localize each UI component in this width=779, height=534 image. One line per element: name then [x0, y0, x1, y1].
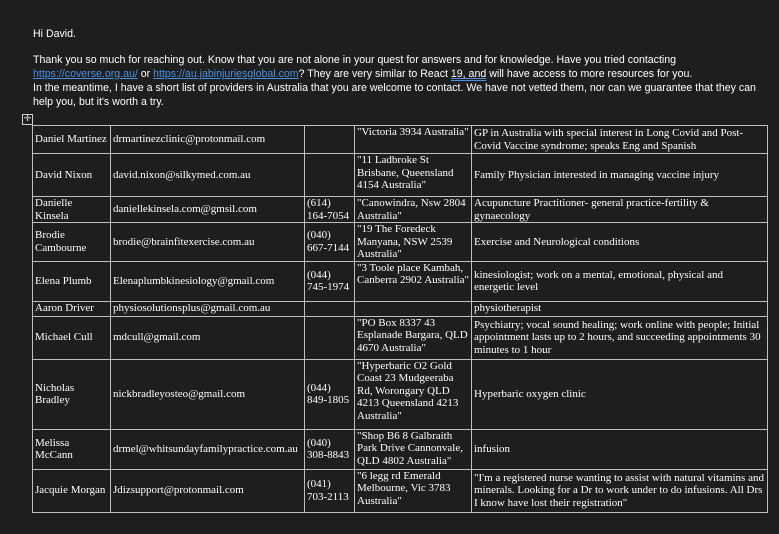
provider-phone — [305, 154, 355, 197]
provider-phone: (614) 164-7054 — [305, 197, 355, 223]
provider-email: drmartinezclinic@protonmail.com — [111, 126, 305, 154]
provider-name: Elena Plumb — [33, 261, 111, 301]
table-row — [33, 126, 768, 154]
provider-name: Nicholas Bradley — [33, 359, 111, 429]
provider-phone — [305, 126, 355, 154]
table-row — [33, 197, 768, 223]
move-icon[interactable]: ✛ — [23, 114, 32, 124]
provider-email: drmel@whitsundayfamilypractice.com.au — [111, 429, 305, 469]
paragraph-2: In the meantime, I have a short list of providers in Australia that you are welcome to contact. We have not vetted them, nor can we guarantee that they can help you, but it's worth a try. — [33, 82, 756, 108]
provider-name: David Nixon — [33, 154, 111, 197]
table-row — [33, 429, 768, 469]
provider-email: nickbradleyosteo@gmail.com — [111, 359, 305, 429]
provider-name: Danielle Kinsela — [33, 197, 111, 223]
provider-notes: Acupuncture Practitioner- general practice-fertility & gynaecology — [472, 197, 768, 223]
table-row — [33, 316, 768, 359]
provider-phone — [305, 301, 355, 316]
email-body — [33, 27, 768, 109]
table-row — [33, 223, 768, 262]
paragraph-1-text-b: will have access to more resources for you. — [486, 68, 693, 80]
provider-address — [355, 301, 472, 316]
provider-email: daniellekinsela.com@gmsil.com — [111, 197, 305, 223]
provider-address: "Canowindra, Nsw 2804 Australia" — [355, 197, 472, 223]
provider-email: Jdizsupport@protonmail.com — [111, 469, 305, 512]
provider-notes: infusion — [472, 429, 768, 469]
provider-phone: (041) 703-2113 — [305, 469, 355, 512]
provider-phone: (044) 849-1805 — [305, 359, 355, 429]
coverse-link[interactable]: https://coverse.org.au/ — [33, 68, 138, 80]
provider-address: "6 legg rd Emerald Melbourne, Vic 3783 Australia" — [355, 469, 472, 512]
provider-name: Melissa McCann — [33, 429, 111, 469]
provider-address: "PO Box 8337 43 Esplanade Bargara, QLD 4670 Australia" — [355, 316, 472, 359]
provider-notes: GP in Australia with special interest in Long Covid and Post-Covid Vaccine syndrome; speaks Eng and Spanish — [472, 126, 768, 154]
table-row — [33, 261, 768, 301]
provider-phone: (044) 745-1974 — [305, 261, 355, 301]
greeting: Hi David. — [33, 28, 76, 40]
table-row — [33, 154, 768, 197]
provider-name: Michael Cull — [33, 316, 111, 359]
provider-email: brodie@brainfitexercise.com.au — [111, 223, 305, 262]
provider-name: Daniel Martinez — [33, 126, 111, 154]
paragraph-1-text-a: ? They are very similar to React — [298, 68, 451, 80]
provider-address: "19 The Foredeck Manyana, NSW 2539 Australia" — [355, 223, 472, 262]
provider-notes: physiotherapist — [472, 301, 768, 316]
provider-email: Elenaplumbkinesiology@gmail.com — [111, 261, 305, 301]
provider-notes: Hyperbaric oxygen clinic — [472, 359, 768, 429]
react-19-text: 19, and — [450, 68, 487, 80]
provider-email: mdcull@gmail.com — [111, 316, 305, 359]
provider-notes: Psychiatry; vocal sound healing; work online with people; Initial appointment lasts up to 2 hours, and succeeding appointments 30 minutes to 1 hour — [472, 316, 768, 359]
provider-notes: kinesiologist; work on a mental, emotional, physical and energetic level — [472, 261, 768, 301]
provider-address: "Hyperbaric O2 Gold Coast 23 Mudgeeraba Rd, Worongary QLD 4213 Queensland 4213 Australia" — [355, 359, 472, 429]
provider-notes: "I'm a registered nurse wanting to assist with natural vitamins and minerals. Looking for a Dr to work under to do infusions. All Drs I know have lost their registration" — [472, 469, 768, 512]
provider-phone — [305, 316, 355, 359]
provider-email: physiosolutionsplus@gmail.com.au — [111, 301, 305, 316]
paragraph-1-line-1: Thank you so much for reaching out. Know that you are not alone in your quest for answers and for knowledge. Have you tried contacting — [33, 54, 677, 66]
table-row — [33, 301, 768, 316]
provider-notes: Exercise and Neurological conditions — [472, 223, 768, 262]
table-row — [33, 359, 768, 429]
provider-name: Jacquie Morgan — [33, 469, 111, 512]
jabinjuries-link[interactable]: https://au.jabinjuriesglobal.com — [153, 68, 299, 80]
providers-table — [32, 125, 768, 513]
provider-address: "Victoria 3934 Australia" — [355, 126, 472, 154]
provider-address: "3 Toole place Kambah, Canberra 2902 Australia" — [355, 261, 472, 301]
or-text: or — [137, 68, 154, 80]
provider-name: Aaron Driver — [33, 301, 111, 316]
provider-name: Brodie Cambourne — [33, 223, 111, 262]
provider-phone: (040) 308-8843 — [305, 429, 355, 469]
provider-address: "Shop B6 8 Galbraith Park Drive Cannonvale, QLD 4802 Australia" — [355, 429, 472, 469]
paragraph-1 — [33, 53, 768, 81]
table-row — [33, 469, 768, 512]
provider-phone: (040) 667-7144 — [305, 223, 355, 262]
provider-notes: Family Physician interested in managing vaccine injury — [472, 154, 768, 197]
provider-email: david.nixon@silkymed.com.au — [111, 154, 305, 197]
provider-address: "11 Ladbroke St Brisbane, Queensland 4154 Australia" — [355, 154, 472, 197]
